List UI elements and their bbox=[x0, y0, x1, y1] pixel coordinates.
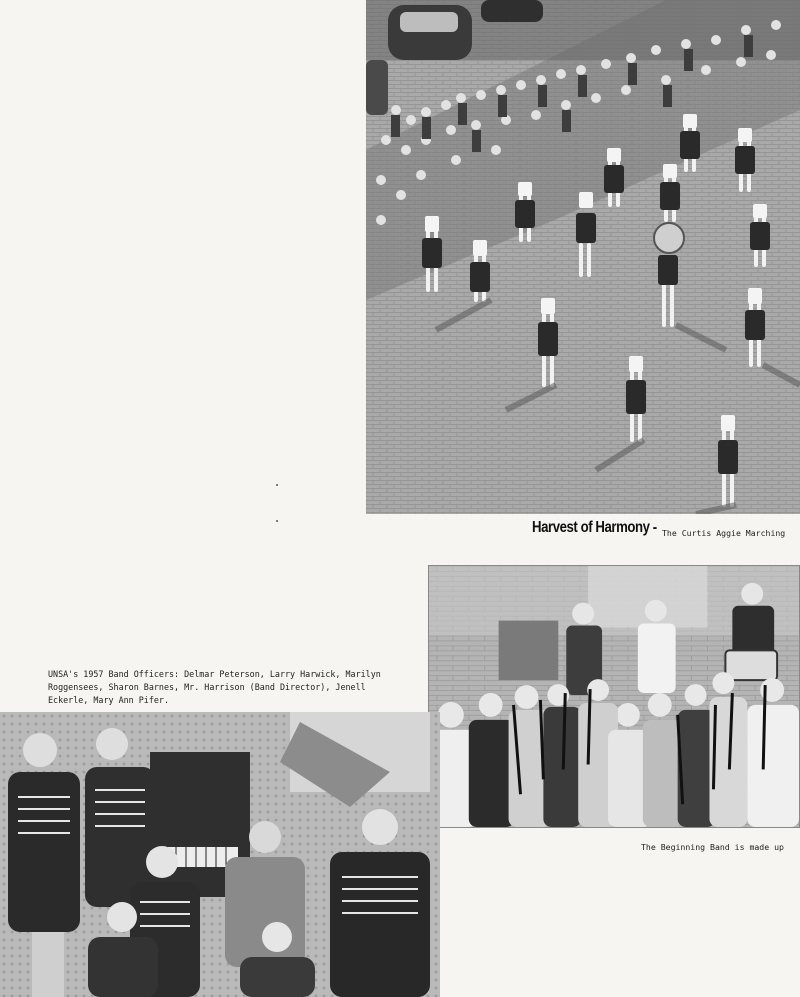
parade-photo bbox=[366, 0, 800, 514]
print-speck bbox=[276, 520, 278, 522]
parade-caption: The Curtis Aggie Marching bbox=[662, 528, 786, 538]
band-officers-caption: UNSA's 1957 Band Officers: Delmar Peterson, Larry Harwick, Marilyn Roggensees, Sharon Barnes, Mr. Harrison (Band Director), Jenell Eckerle, Mary Ann Pifer. bbox=[48, 669, 381, 705]
beginning-band-photo bbox=[428, 565, 800, 828]
beginning-band-caption: The Beginning Band is made up bbox=[641, 842, 784, 852]
band-officers-photo bbox=[0, 712, 440, 997]
print-speck bbox=[276, 484, 278, 486]
parade-heading: Harvest of Harmony - bbox=[532, 519, 657, 536]
